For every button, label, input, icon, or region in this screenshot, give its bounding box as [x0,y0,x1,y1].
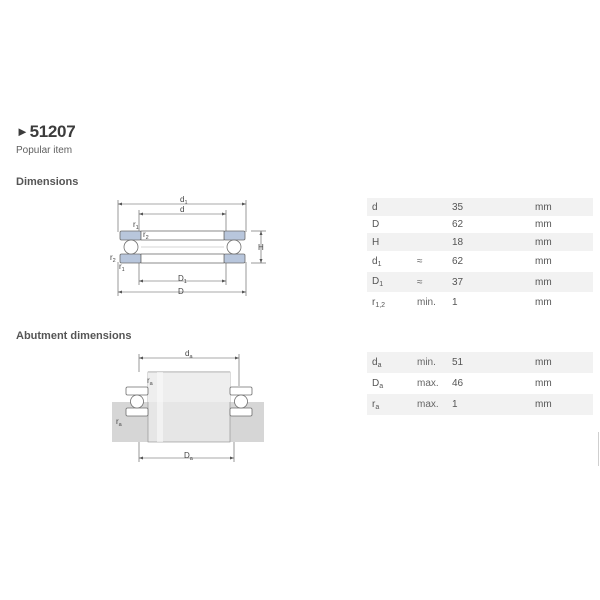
label-r2-left: $r_2$ [110,253,116,264]
unit-cell: mm [530,352,593,373]
qualifier-cell: ≈ [412,272,447,292]
symbol-cell: d [367,198,412,216]
unit-cell: mm [530,198,593,216]
label-r1-left: $r_1$ [119,262,125,273]
label-ra-top: $r_a$ [147,376,153,387]
symbol-cell: $d_a$ [367,352,412,373]
symbol-cell: $r_{1,2}$ [372,296,386,309]
qualifier-cell: ≈ [417,256,423,267]
table-row [367,352,593,373]
unit-cell: mm [535,297,552,308]
value-cell: 18 [447,233,530,251]
label-r2-top: $r_2$ [143,230,149,241]
label-D: D [178,287,184,296]
label-H: H [258,243,264,252]
label-D1: $D_1$ [178,274,187,285]
unit-cell: mm [535,219,552,230]
abutment-heading: Abutment dimensions [16,330,132,342]
symbol-cell: $D_1$ [367,272,412,292]
value-cell: 37 [447,272,530,292]
table-row [367,198,593,216]
value-cell: 1 [447,394,530,415]
triangle-icon: ► [16,124,29,139]
product-title [16,122,75,142]
unit-cell: mm [535,378,552,389]
table-row [367,394,593,415]
table-row [367,216,593,233]
symbol-cell: D [372,219,380,230]
unit-cell: mm [530,394,593,415]
label-d: d [180,205,185,214]
symbol-cell: $d_1$ [372,255,382,268]
dimensions-table [367,198,593,313]
abutment-dimension-drawing [110,346,266,466]
dimensions-heading: Dimensions [16,176,79,188]
label-da: $d_a$ [185,349,193,360]
label-Da: $D_a$ [184,451,193,462]
value-cell: 46 [452,378,464,389]
table-row [367,233,593,251]
qualifier-cell [412,216,447,233]
symbol-cell: $r_a$ [367,394,412,415]
value-cell: 51 [447,352,530,373]
qualifier-cell: min. [417,297,436,308]
symbol-cell: $D_a$ [372,377,384,390]
label-r1-top: $r_1$ [133,220,139,231]
label-ra-left: $r_a$ [116,417,122,428]
abutment-table [367,352,593,415]
bearing-dimension-drawing [106,194,272,298]
unit-cell: mm [530,233,593,251]
scroll-edge-divider [598,432,599,466]
table-row [367,251,593,272]
qualifier-cell: max. [417,378,439,389]
table-row [367,272,593,292]
product-designation: 51207 [29,122,76,141]
table-row [367,292,593,313]
value-cell: 35 [447,198,530,216]
value-cell: 1 [452,297,458,308]
qualifier-cell [412,233,447,251]
label-d1: $d_1$ [180,195,188,206]
value-cell: 62 [452,219,464,230]
popular-item-tag: Popular item [16,145,73,156]
qualifier-cell: min. [412,352,447,373]
value-cell: 62 [452,256,464,267]
table-row [367,373,593,394]
unit-cell: mm [530,272,593,292]
unit-cell: mm [535,256,552,267]
qualifier-cell [412,198,447,216]
symbol-cell: H [367,233,412,251]
qualifier-cell: max. [412,394,447,415]
